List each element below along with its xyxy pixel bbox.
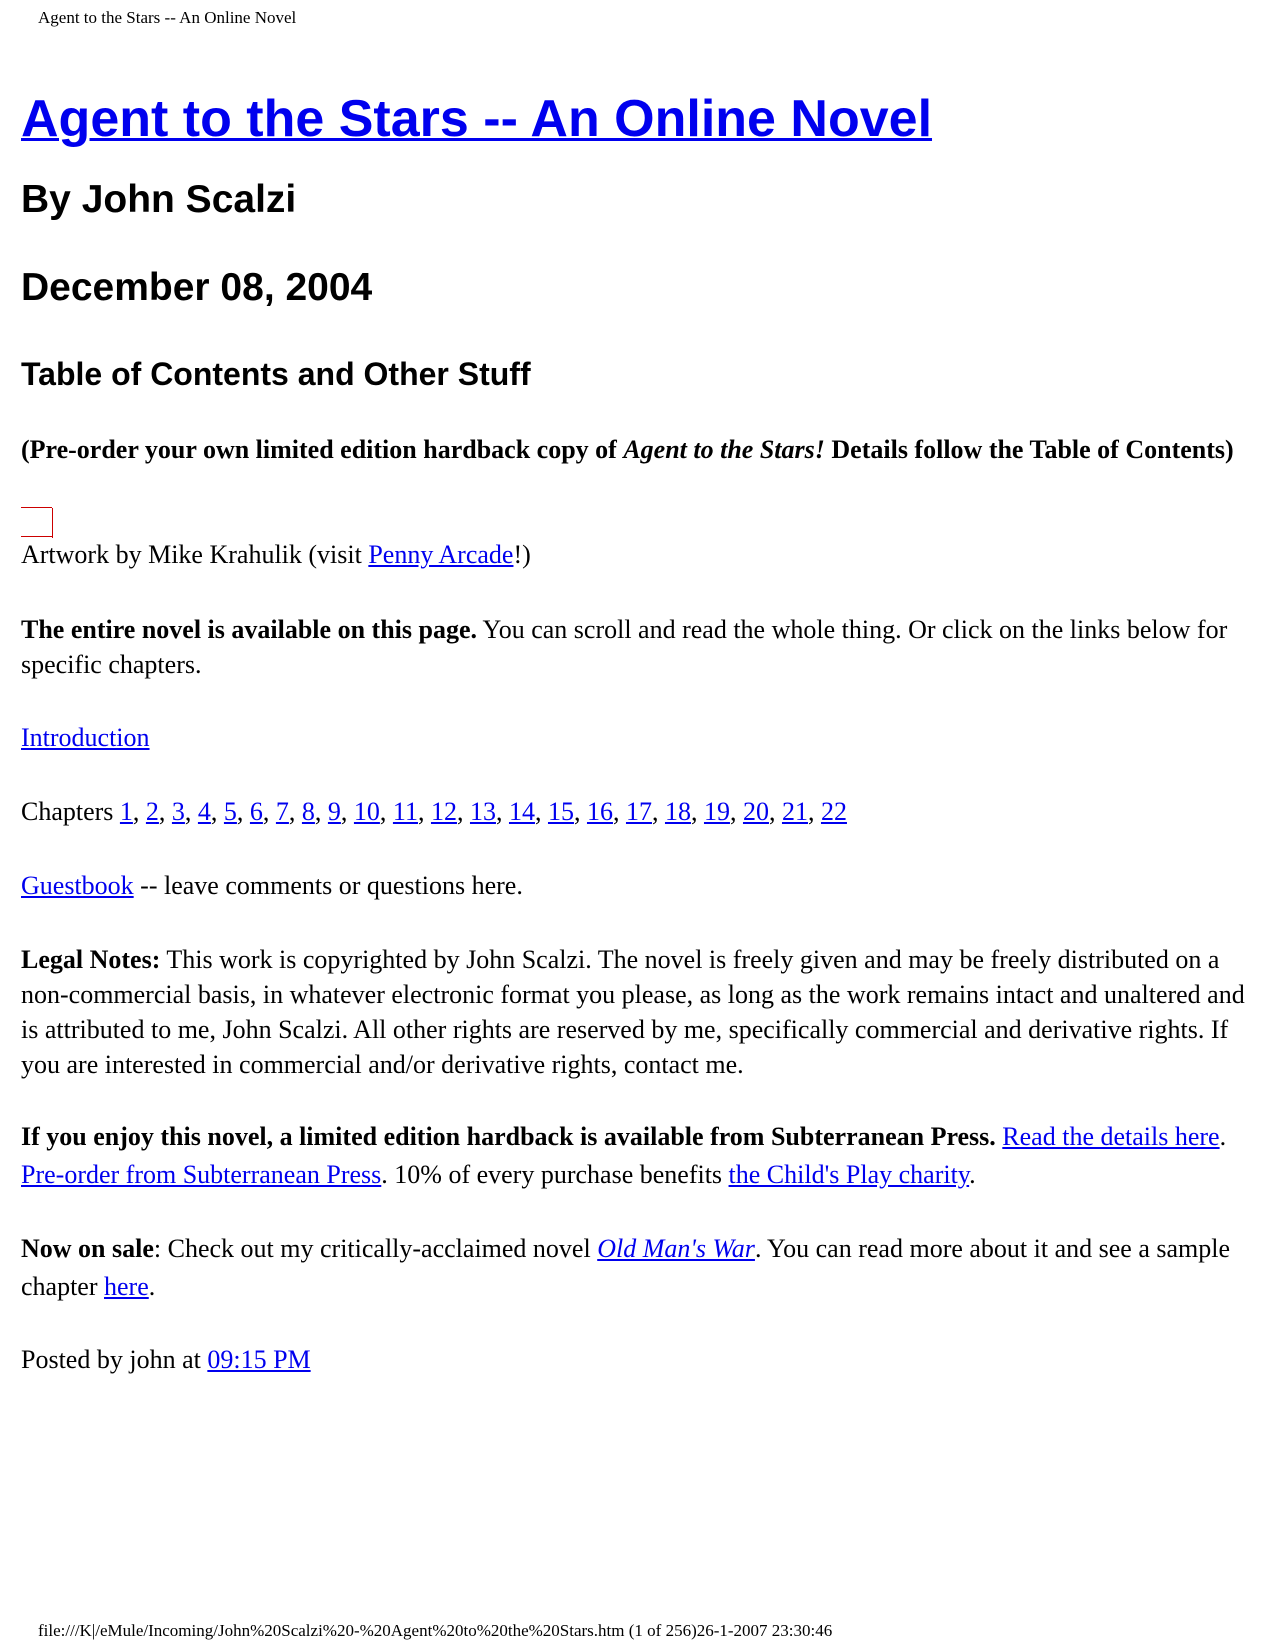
guestbook-link[interactable]: Guestbook (21, 871, 134, 900)
hardback-end: . (969, 1160, 976, 1189)
chapter-separator: , (262, 797, 276, 826)
chapter-separator: , (379, 797, 393, 826)
chapter-separator: , (340, 797, 354, 826)
introduction-paragraph (21, 720, 1251, 755)
print-header: Agent to the Stars -- An Online Novel (38, 8, 297, 27)
guestbook-paragraph (21, 868, 1251, 903)
legal-notes-label: Legal Notes: (21, 945, 161, 974)
penny-arcade-link[interactable]: Penny Arcade (368, 540, 514, 569)
chapter-separator: , (495, 797, 509, 826)
chapter-separator: , (807, 797, 821, 826)
chapter-link[interactable]: 14 (508, 797, 535, 826)
chapter-separator: , (768, 797, 782, 826)
introduction-link[interactable]: Introduction (21, 723, 150, 752)
entire-novel-bold: The entire novel is available on this page. (21, 615, 477, 644)
artwork-text: Artwork by Mike Krahulik (visit (21, 540, 369, 569)
post-content (21, 84, 1251, 1377)
chapter-separator: , (612, 797, 626, 826)
chapter-separator: , (729, 797, 743, 826)
legal-notes-text: This work is copyrighted by John Scalzi. The novel is freely given and may be freely distributed on a non-commercial basis, in whatever electronic format you please, as long as the work remains intact and unaltered and is attributed to me, John Scalzi. All other rights are reserved by me, specifically commercial and derivative rights. If you are interested in commercial and/or derivative rights, contact me. (21, 945, 1245, 1079)
chapter-link[interactable]: 13 (469, 797, 496, 826)
legal-notes (21, 942, 1251, 1082)
now-on-sale (21, 1230, 1251, 1306)
now-on-sale-text-2: . You can read more about it and see a sample chapter (21, 1234, 1231, 1301)
preorder-notice (21, 432, 1251, 467)
chapter-separator: , (184, 797, 198, 826)
chapter-link[interactable]: 4 (197, 797, 211, 826)
hardback-sep: . (1219, 1122, 1227, 1151)
chapter-separator: , (456, 797, 470, 826)
preorder-subterranean-link[interactable]: Pre-order from Subterranean Press (21, 1160, 382, 1189)
chapter-link[interactable]: 22 (820, 797, 847, 826)
now-on-sale-label: Now on sale (21, 1234, 154, 1263)
chapters-label: Chapters (21, 797, 120, 826)
preorder-text-end: Details follow the Table of Contents) (824, 435, 1234, 464)
blog-title-link[interactable]: Agent to the Stars -- An Online Novel (21, 90, 933, 148)
chapter-link[interactable]: 19 (703, 797, 730, 826)
old-mans-war-link[interactable] (597, 1234, 755, 1263)
now-on-sale-text: : Check out my critically-acclaimed novel (153, 1234, 598, 1263)
chapter-link[interactable]: 3 (171, 797, 185, 826)
chapter-separator: , (314, 797, 328, 826)
chapter-link[interactable]: 7 (275, 797, 289, 826)
posted-by-text: Posted by john at (21, 1345, 208, 1374)
post-date: December 08, 2004 (21, 266, 373, 309)
post-title: Table of Contents and Other Stuff (21, 356, 531, 392)
chapter-link[interactable]: 11 (392, 797, 418, 826)
chapter-link[interactable]: 6 (249, 797, 263, 826)
post-footer (21, 1342, 1251, 1377)
chapter-link[interactable]: 21 (781, 797, 808, 826)
author-byline: By John Scalzi (21, 178, 297, 221)
print-footer: file:///K|/eMule/Incoming/John%20Scalzi%20-%20Agent%20to%20the%20Stars.htm (1 of 256)26-1-2007 23:30:46 (38, 1621, 833, 1640)
chapter-link[interactable]: 8 (301, 797, 315, 826)
chapter-link[interactable]: 16 (586, 797, 613, 826)
chapter-separator: , (573, 797, 587, 826)
artwork-text-end: !) (513, 540, 531, 569)
chapter-separator: , (690, 797, 704, 826)
entire-novel-note (21, 612, 1251, 682)
chapter-link[interactable]: 17 (625, 797, 652, 826)
chapter-link[interactable]: 2 (145, 797, 159, 826)
chapters-list (21, 794, 1251, 829)
chapter-separator: , (210, 797, 224, 826)
chapter-link[interactable]: 10 (353, 797, 380, 826)
chapter-separator: , (158, 797, 172, 826)
chapter-separator: , (651, 797, 665, 826)
hardback-notice-bold: If you enjoy this novel, a limited edition hardback is available from Subterranean Press. (21, 1122, 996, 1151)
preorder-text: (Pre-order your own limited edition hardback copy of (21, 435, 624, 464)
chapter-link[interactable]: 1 (119, 797, 133, 826)
now-on-sale-end: . (148, 1272, 156, 1301)
artwork-credit (21, 537, 1251, 572)
chapter-separator: , (534, 797, 548, 826)
hardback-notice (21, 1118, 1251, 1194)
chapter-link[interactable]: 15 (547, 797, 574, 826)
broken-image-icon (21, 507, 52, 537)
post-time-link[interactable]: 09:15 PM (207, 1345, 311, 1374)
blog-title (21, 84, 1251, 154)
chapter-link[interactable]: 5 (223, 797, 237, 826)
preorder-book-title: Agent to the Stars! (623, 435, 825, 464)
chapter-link[interactable]: 20 (742, 797, 769, 826)
chapter-link[interactable]: 18 (664, 797, 691, 826)
chapter-separator: , (132, 797, 146, 826)
childs-play-link[interactable]: the Child's Play charity (728, 1160, 970, 1189)
chapter-separator: , (288, 797, 302, 826)
hardback-middle-text: . 10% of every purchase benefits (381, 1160, 729, 1189)
old-mans-war-title: Old Man's War (597, 1234, 755, 1263)
chapter-separator: , (236, 797, 250, 826)
sample-chapter-link[interactable]: here (104, 1272, 149, 1301)
chapter-link[interactable]: 9 (327, 797, 341, 826)
read-details-link[interactable]: Read the details here (1002, 1122, 1220, 1151)
entire-novel-text: You can scroll and read the whole thing. Or click on the links below for specific chapters. (21, 615, 1228, 679)
chapter-link[interactable]: 12 (430, 797, 457, 826)
guestbook-text: -- leave comments or questions here. (133, 871, 523, 900)
chapter-links (120, 797, 847, 826)
chapter-separator: , (417, 797, 431, 826)
